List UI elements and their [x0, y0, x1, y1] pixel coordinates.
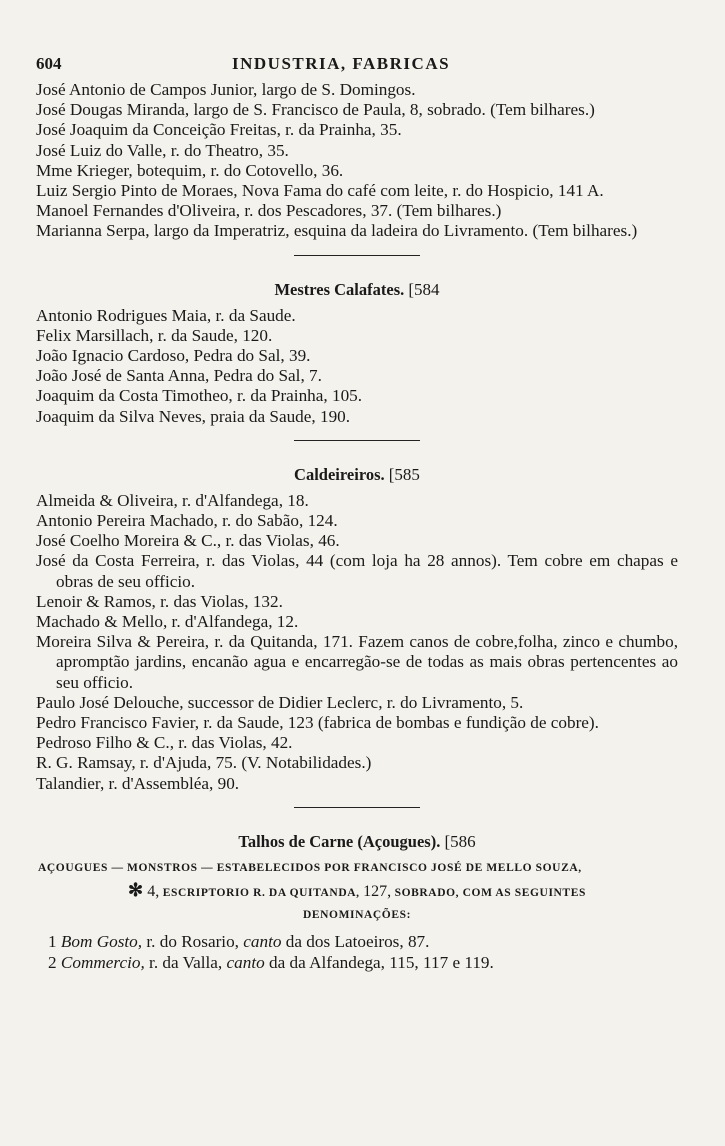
- list-item: Pedro Francisco Favier, r. da Saude, 123 (fabrica de bombas e fundição de cobre).: [36, 713, 599, 733]
- section-divider: [294, 440, 420, 441]
- list-item: Antonio Rodrigues Maia, r. da Saude.: [36, 305, 296, 325]
- caldeireiros-entries: [36, 491, 678, 794]
- list-item: R. G. Ramsay, r. d'Ajuda, 75. (V. Notabilidades.): [36, 753, 372, 773]
- list-item: Machado & Mello, r. d'Alfandega, 12.: [36, 612, 299, 632]
- acougues-notice: [36, 858, 678, 925]
- section-divider: [294, 255, 420, 256]
- list-item: João José de Santa Anna, Pedra do Sal, 7.: [36, 366, 322, 386]
- page-number: 604: [36, 54, 62, 73]
- notice-number: 4,: [147, 882, 160, 900]
- page-header: [36, 54, 678, 80]
- item-number: 1: [48, 931, 57, 951]
- asterisk-icon: ✻: [128, 879, 144, 900]
- item-number: 2: [48, 952, 57, 972]
- list-item: Joaquim da Silva Neves, praia da Saude, 190.: [36, 406, 351, 426]
- item-name: Bom Gosto,: [60, 931, 143, 951]
- list-item: Felix Marsillach, r. da Saude, 120.: [36, 325, 273, 345]
- list-item: Paulo José Delouche, successor de Didier Leclerc, r. do Livramento, 5.: [36, 692, 524, 712]
- list-item: Antonio Pereira Machado, r. do Sabão, 124.: [36, 511, 338, 531]
- section-title-calafates: [36, 280, 678, 300]
- notice-text: SOBRADO, COM AS SEGUINTES: [394, 886, 586, 899]
- acougues-list: [36, 931, 678, 973]
- list-item: Pedroso Filho & C., r. das Violas, 42.: [36, 733, 293, 753]
- notice-line-1: AÇOUGUES — MONSTROS — ESTABELECIDOS POR FRANCISCO JOSÉ DE MELLO SOUZA,: [38, 861, 582, 874]
- notice-number: 127,: [363, 882, 392, 900]
- item-text: da da Alfandega, 115, 117 e 119.: [264, 952, 494, 972]
- list-item: José Luiz do Valle, r. do Theatro, 35.: [36, 140, 289, 160]
- item-text: r. da Valla,: [144, 952, 227, 972]
- page: [36, 54, 678, 973]
- section-number: [584: [408, 279, 440, 299]
- running-title: INDUSTRIA, FABRICAS: [232, 54, 451, 73]
- section-number: [585: [388, 464, 420, 484]
- notice-line-3: DENOMINAÇÕES:: [302, 908, 412, 921]
- section-title-text: Talhos de Carne (Açougues).: [238, 831, 441, 851]
- list-item: João Ignacio Cardoso, Pedra do Sal, 39.: [36, 346, 311, 366]
- list-item: Moreira Silva & Pereira, r. da Quitanda, 171. Fazem canos de cobre,folha, zinco e chumbo, apromptão jardins, encanão agua e encarregão-se de todas as mais obras pertencentes ao seu officio.: [36, 632, 678, 692]
- calafates-entries: [36, 306, 678, 427]
- section-title-caldeireiros: [36, 465, 678, 485]
- item-text: r. do Rosario,: [142, 931, 244, 951]
- intro-entries: [36, 80, 678, 242]
- list-item: Lenoir & Ramos, r. das Violas, 132.: [36, 591, 283, 611]
- notice-text: ESCRIPTORIO R. DA QUITANDA,: [162, 886, 360, 899]
- section-title-text: Caldeireiros.: [294, 464, 385, 484]
- list-item: José Joaquim da Conceição Freitas, r. da Prainha, 35.: [36, 120, 402, 140]
- list-item: Mme Krieger, botequim, r. do Cotovello, 36.: [36, 160, 344, 180]
- list-item: Talandier, r. d'Assembléa, 90.: [36, 773, 240, 793]
- list-item: [36, 952, 678, 973]
- section-title-text: Mestres Calafates.: [274, 279, 405, 299]
- list-item: José Antonio de Campos Junior, largo de S. Domingos.: [36, 80, 416, 99]
- list-item: Almeida & Oliveira, r. d'Alfandega, 18.: [36, 490, 309, 510]
- list-item: Marianna Serpa, largo da Imperatriz, esquina da ladeira do Livramento. (Tem bilhares.): [36, 221, 638, 241]
- section-number: [586: [444, 831, 476, 851]
- item-name: Commercio,: [60, 952, 145, 972]
- list-item: José da Costa Ferreira, r. das Violas, 44 (com loja ha 28 annos). Tem cobre em chapas e obras de seu officio.: [36, 551, 678, 591]
- list-item: Luiz Sergio Pinto de Moraes, Nova Fama do café com leite, r. do Hospicio, 141 A.: [36, 181, 604, 201]
- section-title-talhos: [36, 832, 678, 852]
- list-item: José Coelho Moreira & C., r. das Violas, 46.: [36, 531, 340, 551]
- list-item: Manoel Fernandes d'Oliveira, r. dos Pescadores, 37. (Tem bilhares.): [36, 201, 502, 221]
- list-item: José Dougas Miranda, largo de S. Francisco de Paula, 8, sobrado. (Tem bilhares.): [36, 100, 595, 120]
- item-canto: canto: [226, 952, 265, 972]
- notice-line-2: [38, 880, 676, 903]
- list-item: Joaquim da Costa Timotheo, r. da Prainha, 105.: [36, 386, 363, 406]
- list-item: [36, 931, 678, 952]
- section-divider: [294, 807, 420, 808]
- item-text: da dos Latoeiros, 87.: [281, 931, 430, 951]
- item-canto: canto: [243, 931, 282, 951]
